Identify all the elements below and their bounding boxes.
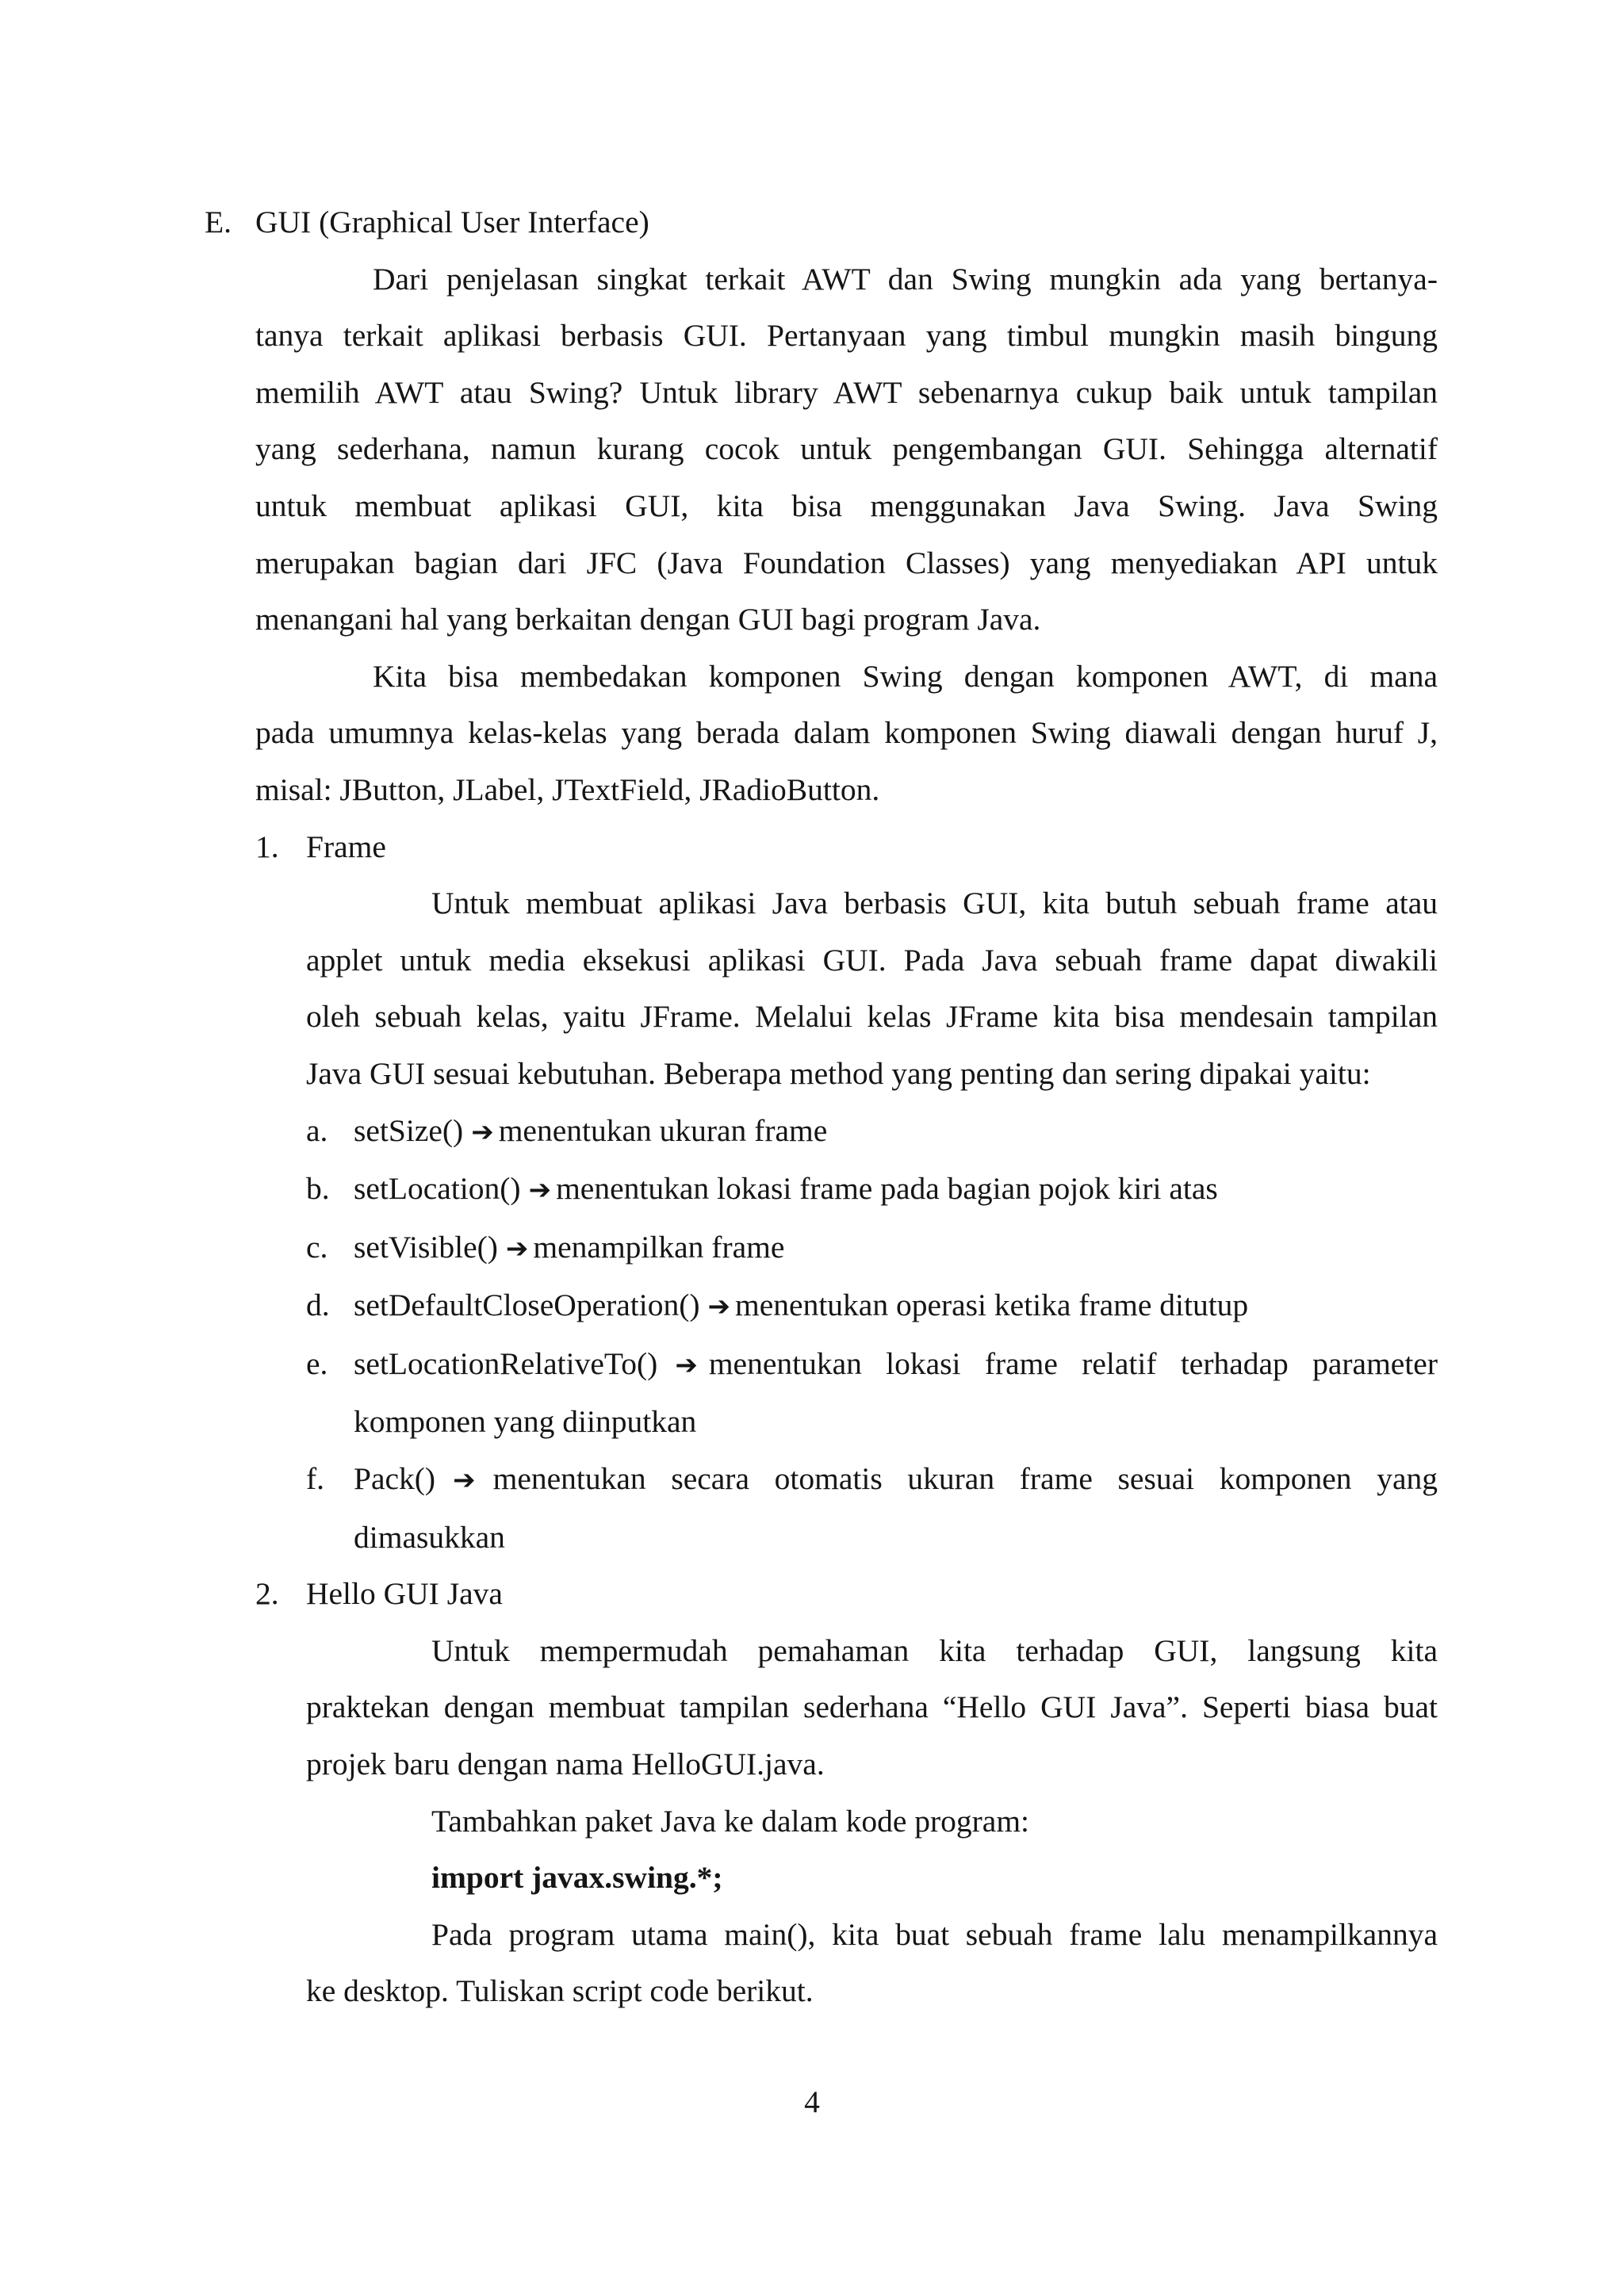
subsection-paragraph-hello-2 <box>306 1793 1438 1907</box>
list-marker: c. <box>306 1229 328 1265</box>
list-marker: e. <box>306 1345 328 1381</box>
subsection-heading-hello-gui <box>255 1566 1438 1623</box>
text-line: menangani hal yang berkaitan dengan GUI bagi program Java. <box>255 602 1041 637</box>
method-name: setLocation() <box>354 1171 521 1207</box>
text-line: misal: JButton, JLabel, JTextField, JRadioButton. <box>255 771 880 807</box>
method-description: menentukan lokasi frame relatif terhadap parameter <box>708 1345 1438 1381</box>
text-line: tanya terkait aplikasi berbasis GUI. Pertanyaan yang timbul mungkin masih bingung <box>255 318 1438 354</box>
section-marker: E. <box>205 205 232 239</box>
method-description-continued: dimasukkan <box>354 1519 505 1555</box>
list-item <box>306 1451 1438 1510</box>
section-heading <box>205 194 1438 251</box>
text-line: projek baru dengan nama HelloGUI.java. <box>306 1747 825 1782</box>
method-name: setSize() <box>354 1112 464 1148</box>
arrow-right-icon: ➔ <box>505 1232 529 1265</box>
arrow-right-icon: ➔ <box>528 1174 552 1207</box>
arrow-right-icon: ➔ <box>707 1291 731 1323</box>
subsection-paragraph-frame <box>306 875 1438 1102</box>
list-item-head <box>306 1451 493 1510</box>
list-marker: d. <box>306 1288 330 1323</box>
text-line: yang sederhana, namun kurang cocok untuk pengembangan GUI. Sehingga alternatif <box>255 431 1438 467</box>
text-line: praktekan dengan membuat tampilan sederhana “Hello GUI Java”. Seperti biasa buat <box>306 1689 1438 1725</box>
list-item <box>306 1336 1438 1395</box>
method-name: setVisible() <box>354 1229 498 1265</box>
method-description: menentukan secara otomatis ukuran frame sesuai komponen yang <box>492 1461 1438 1497</box>
method-name: Pack() <box>354 1461 436 1497</box>
method-description: menentukan operasi ketika frame ditutup <box>735 1288 1249 1323</box>
list-marker: b. <box>306 1171 330 1207</box>
subsection-heading-frame <box>255 819 1438 876</box>
subsection-paragraph-hello-1 <box>306 1623 1438 1793</box>
subsection-marker: 1. <box>255 828 279 864</box>
text-line: merupakan bagian dari JFC (Java Foundation Classes) yang menyediakan API untuk <box>255 545 1438 580</box>
list-marker: f. <box>306 1461 325 1497</box>
page-content <box>205 194 1438 2020</box>
text-line: pada umumnya kelas-kelas yang berada dalam komponen Swing diawali dengan huruf J, <box>255 715 1438 751</box>
text-line: applet untuk media eksekusi aplikasi GUI. Pada Java sebuah frame dapat diwakili <box>306 942 1438 978</box>
page-number: 4 <box>804 2084 820 2119</box>
method-description-continued: komponen yang diinputkan <box>354 1404 697 1440</box>
section-paragraph-2 <box>255 649 1438 819</box>
text-line: Dari penjelasan singkat terkait AWT dan Swing mungkin ada yang bertanya- <box>373 261 1438 297</box>
method-list <box>306 1103 1438 1567</box>
subsection-marker: 2. <box>255 1576 279 1612</box>
method-description: menentukan ukuran frame <box>498 1112 828 1148</box>
text-line: Pada program utama main(), kita buat sebuah frame lalu menampilkannya <box>431 1916 1438 1952</box>
text-line: Java GUI sesuai kebutuhan. Beberapa method yang penting dan sering dipakai yaitu: <box>306 1055 1371 1091</box>
list-item-head <box>306 1336 709 1395</box>
text-line: Tambahkan paket Java ke dalam kode program: <box>431 1803 1030 1839</box>
method-description: menampilkan frame <box>533 1229 785 1265</box>
list-item <box>306 1219 1438 1278</box>
list-item <box>306 1277 1438 1336</box>
method-name: setLocationRelativeTo() <box>354 1345 658 1381</box>
text-line: Untuk membuat aplikasi Java berbasis GUI, kita butuh sebuah frame atau <box>431 886 1438 921</box>
subsection-title: Hello GUI Java <box>306 1576 503 1612</box>
code-import-statement: import javax.swing.*; <box>431 1860 723 1896</box>
subsection-title: Frame <box>306 828 386 864</box>
text-line: Untuk mempermudah pemahaman kita terhadap GUI, langsung kita <box>431 1632 1438 1668</box>
arrow-right-icon: ➔ <box>471 1115 494 1148</box>
list-item <box>306 1103 1438 1161</box>
subsection-paragraph-hello-3 <box>306 1907 1438 2020</box>
text-line: Kita bisa membedakan komponen Swing dengan komponen AWT, di mana <box>373 658 1438 694</box>
section-title: GUI (Graphical User Interface) <box>255 205 649 239</box>
arrow-right-icon: ➔ <box>675 1349 698 1381</box>
arrow-right-icon: ➔ <box>453 1464 476 1497</box>
text-line: memilih AWT atau Swing? Untuk library AWT sebenarnya cukup baik untuk tampilan <box>255 374 1438 410</box>
section-paragraph-1 <box>255 251 1438 649</box>
text-line: oleh sebuah kelas, yaitu JFrame. Melalui kelas JFrame kita bisa mendesain tampilan <box>306 999 1438 1035</box>
list-item <box>306 1161 1438 1219</box>
text-line: ke desktop. Tuliskan script code berikut. <box>306 1973 814 2009</box>
method-description: menentukan lokasi frame pada bagian pojok kiri atas <box>556 1171 1218 1207</box>
text-line: untuk membuat aplikasi GUI, kita bisa menggunakan Java Swing. Java Swing <box>255 488 1438 523</box>
method-name: setDefaultCloseOperation() <box>354 1288 700 1323</box>
list-marker: a. <box>306 1112 328 1148</box>
